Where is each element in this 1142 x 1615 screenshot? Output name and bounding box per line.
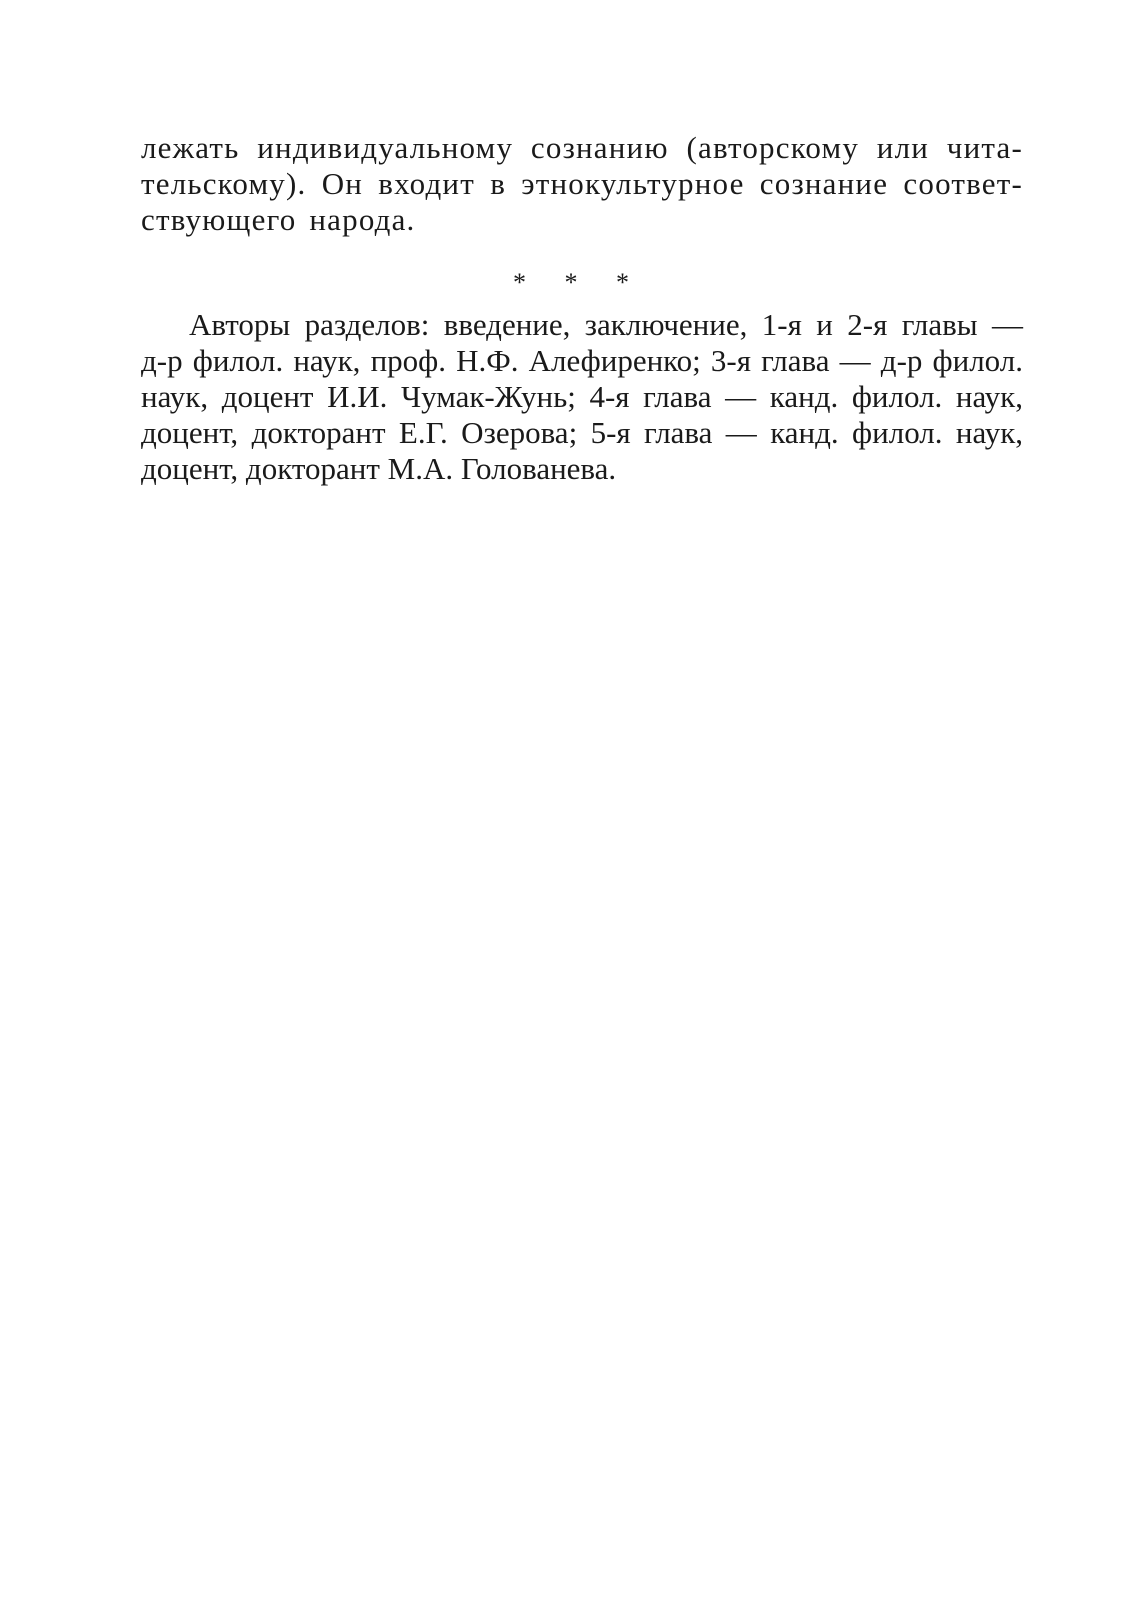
text-line: ствующего народа. [141,202,416,237]
text-line: Авторы разделов: введение, заключение, 1-я и 2-я главы — [189,307,1023,342]
section-separator: * * * [513,268,645,297]
paragraph-ethnocultural-consciousness [141,130,1023,238]
text-line: доцент, докторант Е.Г. Озерова; 5-я глава — канд. филол. наук, [141,415,1023,450]
text-line: д-р филол. наук, проф. Н.Ф. Алефиренко; 3-я глава — д-р филол. [141,343,1023,378]
text-line: наук, доцент И.И. Чумак-Жунь; 4-я глава — канд. филол. наук, [141,379,1023,414]
paragraph-section-authors [141,307,1023,487]
text-line: лежать индивидуальному сознанию (авторскому или чита- [141,130,1023,165]
text-line: тельскому). Он входит в этнокультурное сознание соответ- [141,166,1023,201]
text-line: доцент, докторант М.А. Голованева. [141,451,617,486]
